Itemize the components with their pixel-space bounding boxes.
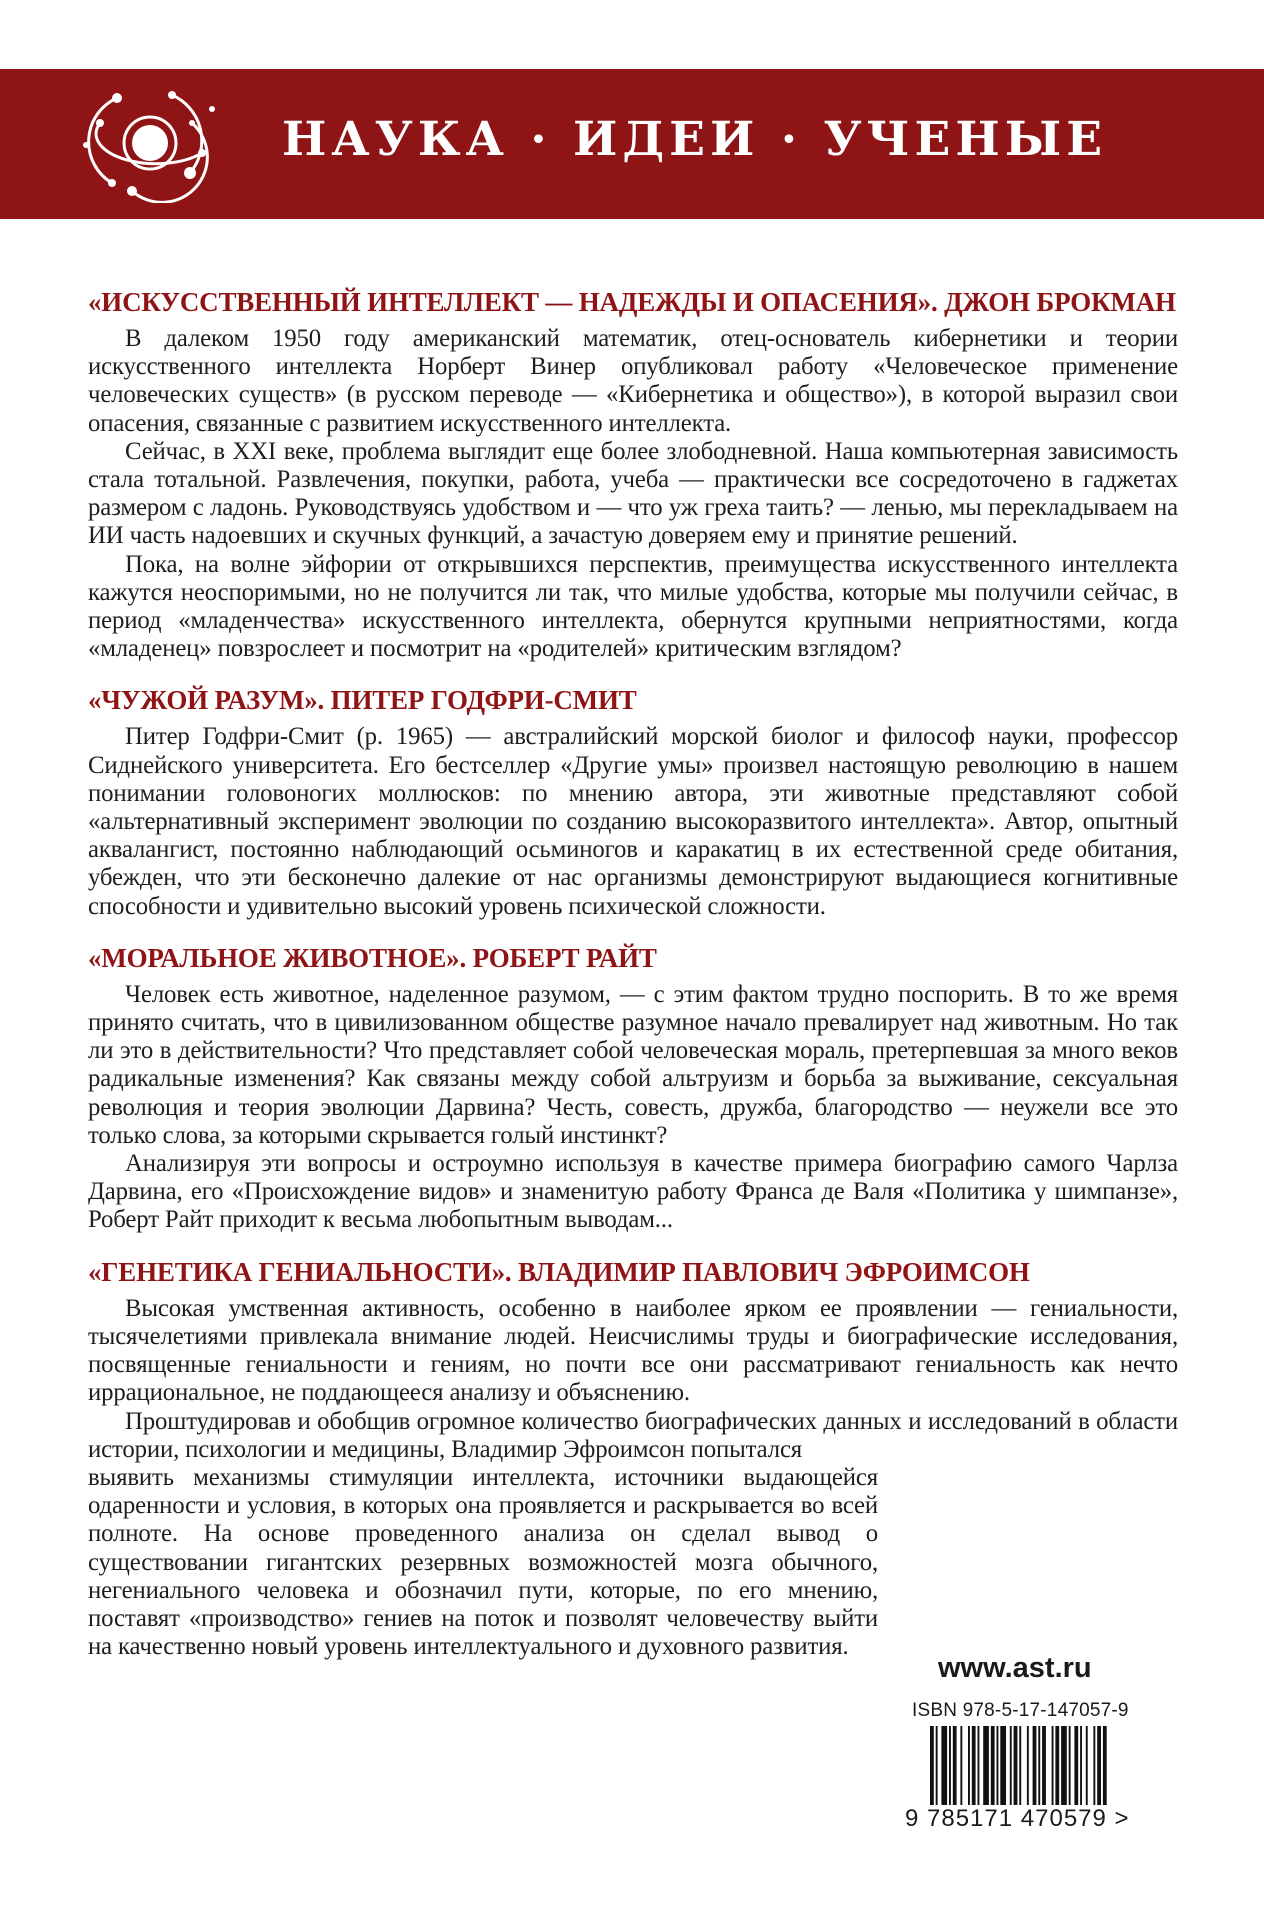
paragraph: Проштудировав и обобщив огромное количество биографических данных и исследований в области истории, психологии и медицины, Владимир Эфроимсон попытался (88, 1407, 1178, 1463)
section-heading: «ГЕНЕТИКА ГЕНИАЛЬНОСТИ». ВЛАДИМИР ПАВЛОВИЧ ЭФРОИМСОН (88, 1256, 1030, 1287)
paragraph: Человек есть животное, наделенное разумом, — с этим фактом трудно поспорить. В то же время принято считать, что в цивилизованном обществе разумное начало превалирует над животным. Но так ли это в действительности? Что представляет собой человеческая мораль, претерпевшая за много веков радикальные изменения? Как связаны между собой альтруизм и борьба за выживание, сексуальная революция и теория эволюции Дарвина? Честь, совесть, дружба, благородство — неужели все это только слова, за которыми скрывается голый инстинкт? (88, 980, 1178, 1149)
book-section-godfrey-smith (88, 683, 1178, 920)
paragraph: Пока, на волне эйфории от открывшихся перспектив, преимущества искусственного интеллекта кажутся неоспоримыми, но не получится ли так, что милые удобства, которые мы получили сейчас, в период «младенчества» искусственного интеллекта, обернутся крупными неприятностями, когда «младенец» повзрослеет и посмотрит на «родителей» критическим взглядом? (88, 550, 1178, 663)
publisher-website: www.ast.ru (938, 1652, 1092, 1684)
series-title: НАУКА · ИДЕИ · УЧЕНЫЕ (282, 112, 1108, 167)
section-heading: «ЧУЖОЙ РАЗУМ». ПИТЕР ГОДФРИ-СМИТ (88, 685, 637, 716)
paragraph: Питер Годфри-Смит (р. 1965) — австралийский морской биолог и философ науки, профессор Сиднейского университета. Его бестселлер «Другие умы» произвел настоящую революцию в нашем понимании головоногих моллюсков: по мнению автора, эти животные представляют собой «альтернативный эксперимент эволюции по созданию высокоразвитого интеллекта». Автор, опытный аквалангист, постоянно наблюдающий осьминогов и каракатиц в их естественной среде обитания, убежден, что эти бесконечно далекие от нас организмы демонстрируют выдающиеся когнитивные способности и удивительно высокий уровень психической сложности. (88, 723, 1178, 920)
section-heading: «МОРАЛЬНОЕ ЖИВОТНОЕ». РОБЕРТ РАЙТ (88, 942, 657, 973)
paragraph: В далеком 1950 году американский математик, отец-основатель кибернетики и теории искусственного интеллекта Норберт Винер опубликовал работу «Человеческое применение человеческих существ» (в русском переводе — «Кибернетика и общество»), в которой выразил свои опасения, связанные с развитием искусственного интеллекта. (88, 325, 1178, 437)
paragraph: Анализируя эти вопросы и остроумно используя в качестве примера биографию самого Чарлза Дарвина, его «Происхождение видов» и знаменитую работу Франса де Валя «Политика у шимпанзе», Роберт Райт приходит к весьма любопытным выводам... (88, 1150, 1178, 1234)
atom-logo-icon (72, 83, 222, 203)
barcode-number: 9 785171 470579 > (905, 1805, 1130, 1832)
paragraph: Высокая умственная активность, особенно в наиболее ярком ее проявлении — гениальности, тысячелетиями привлекала внимание людей. Неисчислимы труды и биографические исследования, посвященные гениальности и гениям, но почти все они рассматривают гениальность как нечто иррациональное, не поддающееся анализу и объяснению. (88, 1294, 1178, 1407)
book-section-efroimson (88, 1255, 1178, 1662)
paragraph: Сейчас, в XXI веке, проблема выглядит еще более злободневной. Наша компьютерная зависимость стала тотальной. Развлечения, покупки, работа, учеба — практически все сосредоточено в гаджетах размером с ладонь. Руководствуясь удобством и — что уж греха таить? — ленью, мы перекладываем на ИИ часть надоевших и скучных функций, а зачастую доверяем ему и принятие решений. (88, 437, 1178, 550)
paragraph-continued: выявить механизмы стимуляции интеллекта, источники выдающейся одаренности и условия, в которых она проявляется и раскрывается во всей полноте. На основе проведенного анализа он сделал вывод о существовании гигантских резервных возможностей мозга обычного, негениального человека и обозначил пути, которые, по его мнению, поставят «производство» гениев на поток и позволят человечеству выйти на качественно новый уровень интеллектуального и духовного развития. (88, 1463, 878, 1661)
isbn-label: ISBN 978-5-17-147057-9 (912, 1700, 1129, 1721)
annotation-column (88, 285, 1178, 1661)
section-heading: «ИСКУССТВЕННЫЙ ИНТЕЛЛЕКТ — НАДЕЖДЫ И ОПАСЕНИЯ». ДЖОН БРОКМАН (88, 287, 1176, 317)
book-section-brockman (88, 285, 1178, 663)
book-section-wright (88, 941, 1178, 1235)
